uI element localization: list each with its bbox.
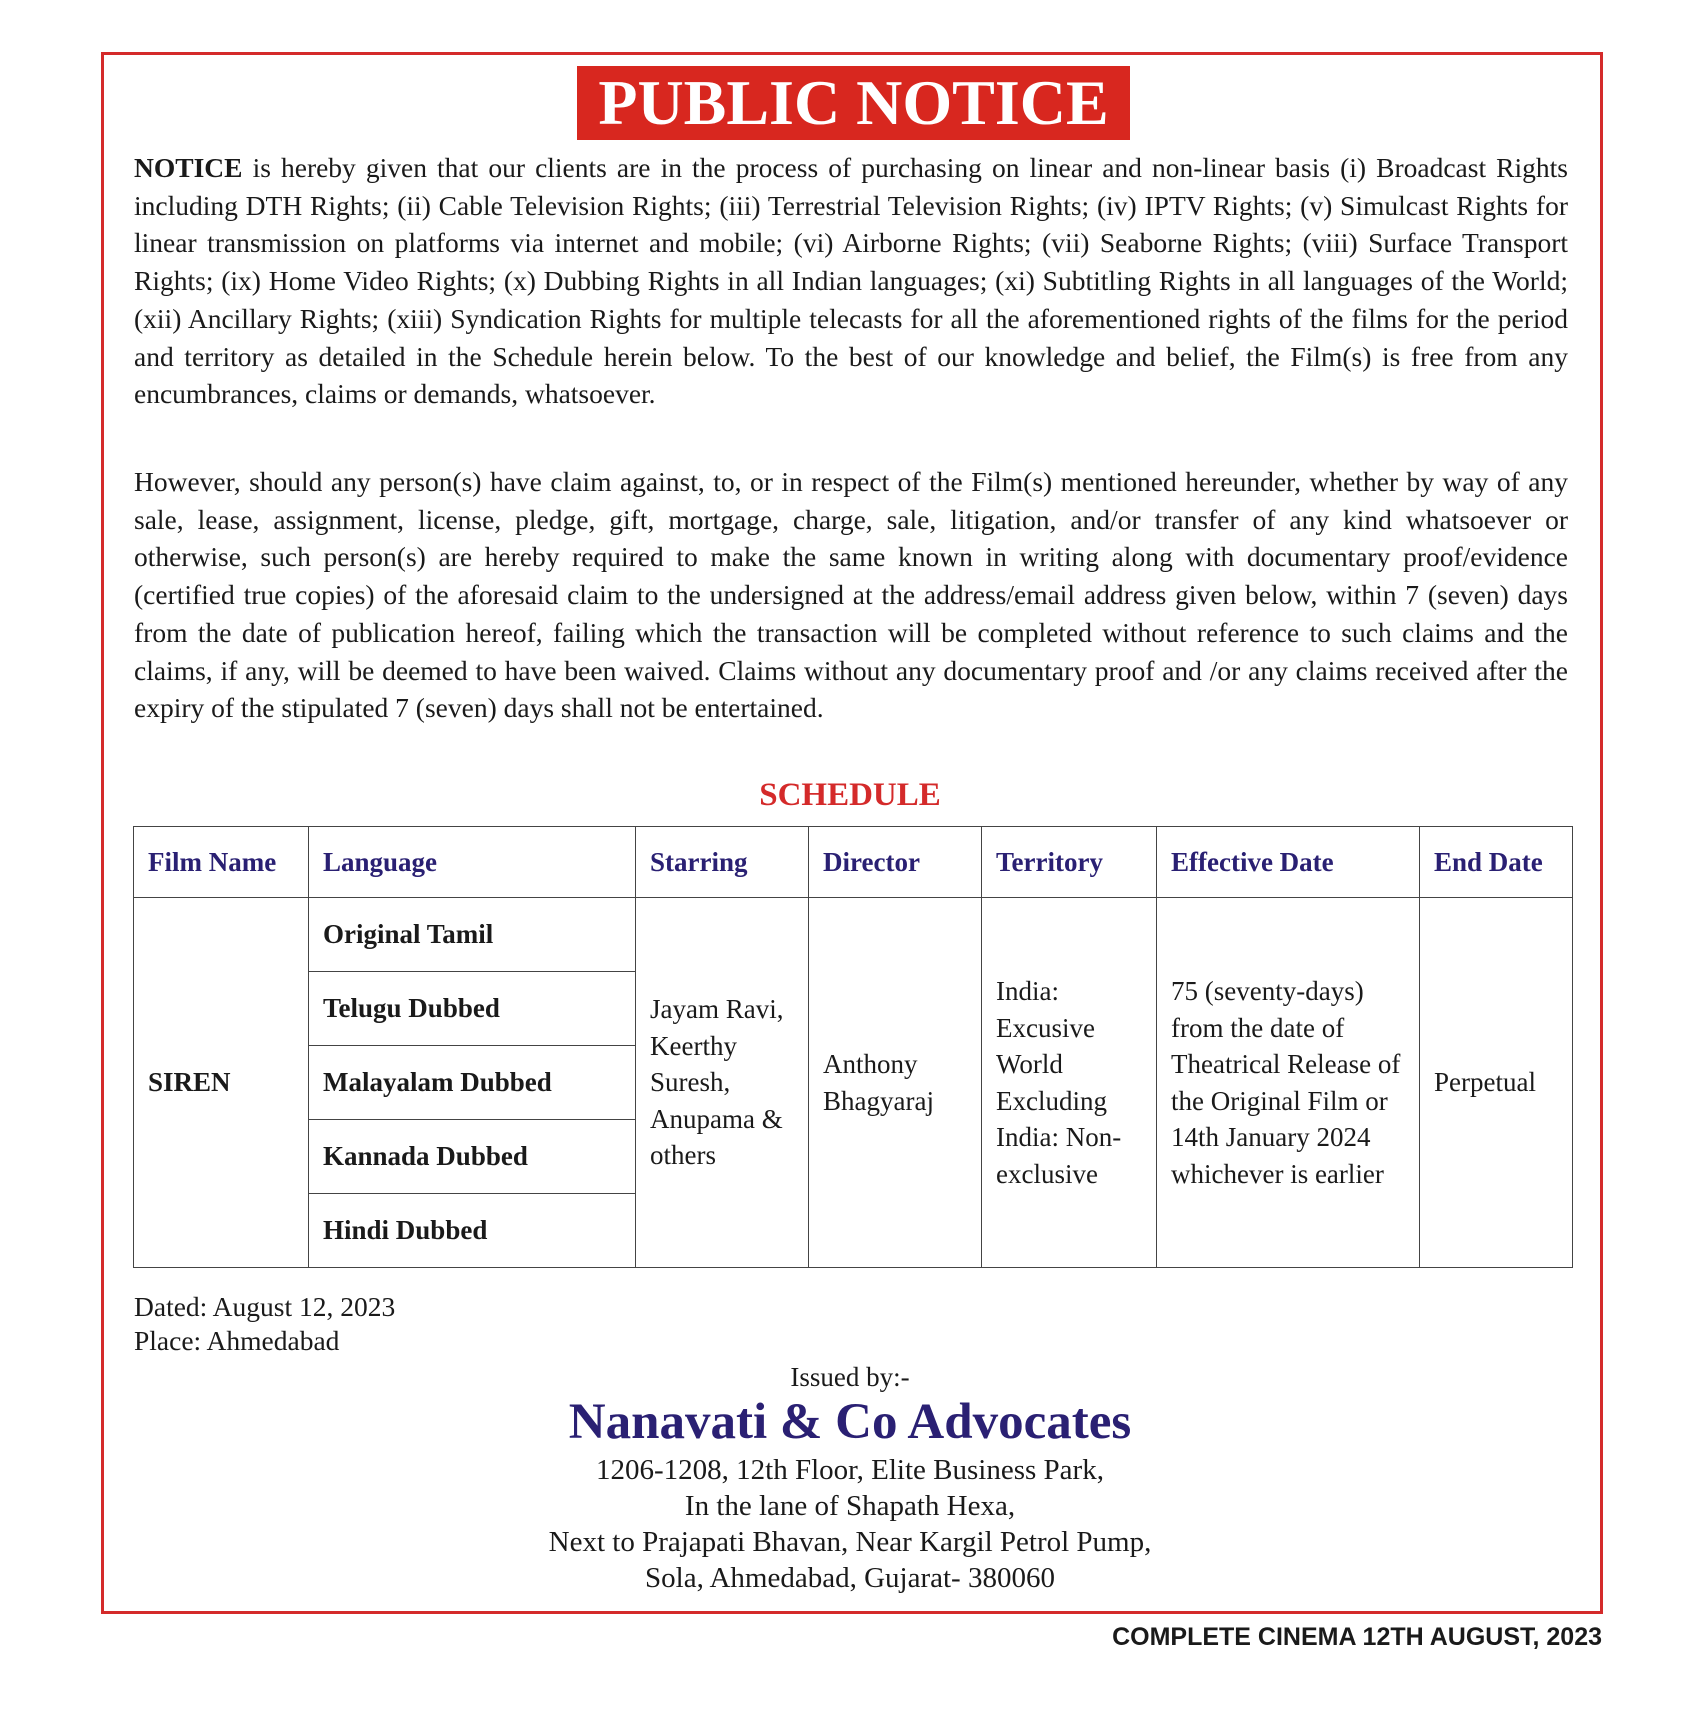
end-date-cell: Perpetual (1420, 898, 1573, 1268)
language-cell: Malayalam Dubbed (309, 1046, 636, 1120)
dated-line: Dated: August 12, 2023 (134, 1291, 396, 1322)
address-line: Sola, Ahmedabad, Gujarat- 380060 (645, 1562, 1055, 1594)
header-director: Director (809, 827, 982, 898)
schedule-table (133, 826, 1573, 1268)
notice-lead-word: NOTICE (134, 152, 243, 183)
notice-title: PUBLIC NOTICE (577, 66, 1130, 140)
territory-cell: India: Excusive World Excluding India: Non-exclusive (982, 898, 1157, 1268)
header-territory: Territory (982, 827, 1157, 898)
notice-paragraph-1-text: is hereby given that our clients are in the process of purchasing on linear and non-linear basis (i) Broadcast Rights including DTH Rights; (ii) Cable Television Rights; (iii) Terrestrial Television Rights; (iv) IPTV Rights; (v) Simulcast Rights for linear transmission on platforms via internet and mobile; (vi) Airborne Rights; (vii) Seaborne Rights; (viii) Surface Transport Rights; (ix) Home Video Rights; (x) Dubbing Rights in all Indian languages; (xi) Subtitling Rights in all languages of the World; (xii) Ancillary Rights; (xiii) Syndication Rights for multiple telecasts for all the aforementioned rights of the films for the period and territory as detailed in the Schedule herein below. To the best of our knowledge and belief, the Film(s) is free from any encumbrances, claims or demands, whatsoever. (134, 152, 1568, 410)
director-cell: Anthony Bhagyaraj (809, 898, 982, 1268)
effective-date-cell: 75 (seventy-days) from the date of Theatrical Release of the Original Film or 14th January 2024 whichever is earlier (1157, 898, 1420, 1268)
language-cell: Telugu Dubbed (309, 972, 636, 1046)
language-cell: Hindi Dubbed (309, 1194, 636, 1268)
language-cell: Original Tamil (309, 898, 636, 972)
address-line: Next to Prajapati Bhavan, Near Kargil Petrol Pump, (548, 1526, 1152, 1558)
header-film-name: Film Name (134, 827, 309, 898)
table-header-row (134, 827, 1573, 898)
publication-footer: COMPLETE CINEMA 12TH AUGUST, 2023 (1112, 1623, 1602, 1651)
address-line: 1206-1208, 12th Floor, Elite Business Park, (596, 1454, 1104, 1486)
issued-by-label: Issued by:- (790, 1362, 910, 1392)
firm-name: Nanavati & Co Advocates (568, 1394, 1132, 1450)
starring-cell: Jayam Ravi, Keerthy Suresh, Anupama & others (636, 898, 809, 1268)
header-end-date: End Date (1420, 827, 1573, 898)
place-line: Place: Ahmedabad (134, 1325, 340, 1356)
firm-address (0, 1452, 1700, 1596)
header-effective-date: Effective Date (1157, 827, 1420, 898)
language-cell: Kannada Dubbed (309, 1120, 636, 1194)
date-place-block (134, 1290, 395, 1358)
header-starring: Starring (636, 827, 809, 898)
notice-paragraph-1 (134, 149, 1568, 413)
schedule-heading: SCHEDULE (759, 777, 941, 813)
table-row (134, 898, 1573, 972)
notice-paragraph-2: However, should any person(s) have claim against, to, or in respect of the Film(s) mentioned hereunder, whether by way of any sale, lease, assignment, license, pledge, gift, mortgage, charge, sale, litigation, and/or transfer of any kind whatsoever or otherwise, such person(s) are hereby required to make the same known in writing along with documentary proof/evidence (certified true copies) of the aforesaid claim to the undersigned at the address/email address given below, within 7 (seven) days from the date of publication hereof, failing which the transaction will be completed without reference to such claims and the claims, if any, will be deemed to have been waived. Claims without any documentary proof and /or any claims received after the expiry of the stipulated 7 (seven) days shall not be entertained. (134, 466, 1568, 724)
header-language: Language (309, 827, 636, 898)
film-name-cell: SIREN (134, 898, 309, 1268)
address-line: In the lane of Shapath Hexa, (684, 1490, 1016, 1522)
